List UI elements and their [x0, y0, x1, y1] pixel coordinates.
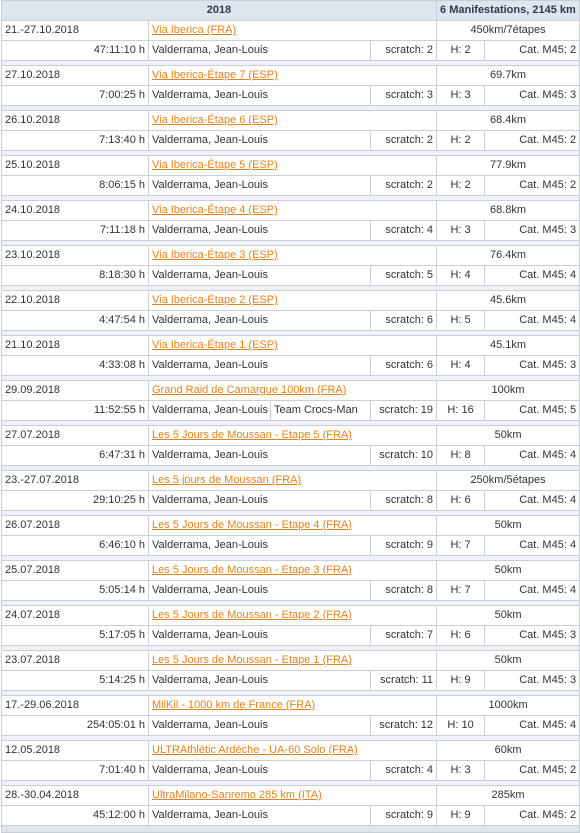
race-link-cell[interactable]	[149, 651, 437, 671]
event-date: 26.07.2018	[2, 516, 149, 536]
result-row-performance	[2, 401, 580, 421]
event-date: 27.07.2018	[2, 426, 149, 446]
scratch-rank: scratch: 2	[371, 131, 437, 151]
event-date: 25.10.2018	[2, 156, 149, 176]
finish-time: 4:33:08 h	[2, 356, 149, 376]
gender-rank: H: 10	[437, 716, 485, 736]
gender-rank: H: 4	[437, 356, 485, 376]
category-rank: Cat. M45: 4	[485, 491, 580, 511]
event-date: 29.09.2018	[2, 381, 149, 401]
athlete-name: Valderrama, Jean-Louis	[149, 536, 371, 556]
result-row-event	[2, 516, 580, 536]
race-link[interactable]: Les 5 Jours de Moussan - Etape 1 (FRA)	[152, 654, 352, 666]
finish-time: 7:11:18 h	[2, 221, 149, 241]
category-rank: Cat. M45: 3	[485, 221, 580, 241]
scratch-rank: scratch: 4	[371, 761, 437, 781]
race-link[interactable]: Via Iberica-Étape 2 (ESP)	[152, 294, 278, 306]
race-distance: 69.7km	[437, 66, 580, 86]
race-link-cell[interactable]	[149, 21, 437, 41]
finish-time: 29:10:25 h	[2, 491, 149, 511]
finish-time: 6:46:10 h	[2, 536, 149, 556]
event-date: 27.10.2018	[2, 66, 149, 86]
event-date: 24.10.2018	[2, 201, 149, 221]
scratch-rank: scratch: 8	[371, 581, 437, 601]
category-rank: Cat. M45: 4	[485, 536, 580, 556]
athlete-name: Valderrama, Jean-Louis	[149, 176, 371, 196]
result-row-performance	[2, 86, 580, 106]
result-row-performance	[2, 131, 580, 151]
category-rank: Cat. M45: 2	[485, 131, 580, 151]
finish-time: 45:12:00 h	[2, 806, 149, 826]
category-rank: Cat. M45: 2	[485, 806, 580, 826]
athlete-name: Valderrama, Jean-Louis	[149, 86, 371, 106]
finish-time: 5:05:14 h	[2, 581, 149, 601]
scratch-rank: scratch: 10	[371, 446, 437, 466]
athlete-name: Valderrama, Jean-Louis	[149, 311, 371, 331]
result-row-performance	[2, 671, 580, 691]
event-date: 23.07.2018	[2, 651, 149, 671]
result-row-performance	[2, 356, 580, 376]
athlete-name: Valderrama, Jean-Louis	[149, 401, 271, 421]
scratch-rank: scratch: 19	[371, 401, 437, 421]
race-link-cell[interactable]	[149, 471, 437, 491]
event-date: 12.05.2018	[2, 741, 149, 761]
gender-rank: H: 7	[437, 581, 485, 601]
table-header-row	[2, 1, 580, 21]
result-row-event	[2, 606, 580, 626]
result-row-event	[2, 561, 580, 581]
scratch-rank: scratch: 3	[371, 86, 437, 106]
race-link[interactable]: Les 5 jours de Moussan (FRA)	[152, 474, 302, 486]
race-link[interactable]: Les 5 Jours de Moussan - Etape 5 (FRA)	[152, 429, 352, 441]
gender-rank: H: 6	[437, 491, 485, 511]
finish-time: 5:14:25 h	[2, 671, 149, 691]
scratch-rank: scratch: 7	[371, 626, 437, 646]
athlete-name: Valderrama, Jean-Louis	[149, 581, 371, 601]
race-link-cell[interactable]	[149, 741, 437, 761]
gender-rank: H: 2	[437, 41, 485, 61]
result-row-performance	[2, 491, 580, 511]
category-rank: Cat. M45: 3	[485, 356, 580, 376]
race-link-cell[interactable]	[149, 561, 437, 581]
event-date: 21.-27.10.2018	[2, 21, 149, 41]
result-row-performance	[2, 536, 580, 556]
category-rank: Cat. M45: 2	[485, 176, 580, 196]
event-date: 23.-27.07.2018	[2, 471, 149, 491]
athlete-name: Valderrama, Jean-Louis	[149, 716, 371, 736]
race-link-cell[interactable]	[149, 336, 437, 356]
athlete-name: Valderrama, Jean-Louis	[149, 41, 371, 61]
category-rank: Cat. M45: 4	[485, 446, 580, 466]
result-row-event	[2, 696, 580, 716]
athlete-name: Valderrama, Jean-Louis	[149, 806, 371, 826]
finish-time: 7:01:40 h	[2, 761, 149, 781]
race-link-cell[interactable]	[149, 291, 437, 311]
scratch-rank: scratch: 4	[371, 221, 437, 241]
race-distance: 250km/5étapes	[437, 471, 580, 491]
result-row-performance	[2, 266, 580, 286]
gender-rank: H: 2	[437, 131, 485, 151]
scratch-rank: scratch: 2	[371, 41, 437, 61]
result-row-event	[2, 786, 580, 806]
finish-time: 7:00:25 h	[2, 86, 149, 106]
gender-rank: H: 3	[437, 761, 485, 781]
scratch-rank: scratch: 8	[371, 491, 437, 511]
scratch-rank: scratch: 9	[371, 806, 437, 826]
gender-rank: H: 4	[437, 266, 485, 286]
scratch-rank: scratch: 11	[371, 671, 437, 691]
athlete-name: Valderrama, Jean-Louis	[149, 671, 371, 691]
table-footer	[2, 826, 580, 833]
scratch-rank: scratch: 2	[371, 176, 437, 196]
results-table	[1, 0, 580, 833]
athlete-name: Valderrama, Jean-Louis	[149, 356, 371, 376]
race-distance: 100km	[437, 381, 580, 401]
race-link-cell[interactable]	[149, 201, 437, 221]
result-row-performance	[2, 626, 580, 646]
race-distance: 45.1km	[437, 336, 580, 356]
scratch-rank: scratch: 6	[371, 356, 437, 376]
race-link-cell[interactable]	[149, 156, 437, 176]
race-link-cell[interactable]	[149, 66, 437, 86]
result-row-performance	[2, 311, 580, 331]
year-header: 2018	[2, 1, 437, 21]
result-row-event	[2, 471, 580, 491]
race-link-cell[interactable]	[149, 696, 437, 716]
category-rank: Cat. M45: 3	[485, 671, 580, 691]
gender-rank: H: 5	[437, 311, 485, 331]
race-link[interactable]: Les 5 Jours de Moussan - Etape 3 (FRA)	[152, 564, 352, 576]
gender-rank: H: 3	[437, 86, 485, 106]
race-link[interactable]: Les 5 Jours de Moussan - Etape 2 (FRA)	[152, 609, 352, 621]
athlete-name: Valderrama, Jean-Louis	[149, 761, 371, 781]
race-distance: 77.9km	[437, 156, 580, 176]
race-link[interactable]: Via Iberica-Étape 6 (ESP)	[152, 114, 278, 126]
finish-time: 4:47:54 h	[2, 311, 149, 331]
race-link[interactable]: Via Iberica (FRA)	[152, 24, 237, 36]
result-row-event	[2, 66, 580, 86]
race-distance: 50km	[437, 426, 580, 446]
gender-rank: H: 6	[437, 626, 485, 646]
scratch-rank: scratch: 5	[371, 266, 437, 286]
scratch-rank: scratch: 12	[371, 716, 437, 736]
race-distance: 450km/7étapes	[437, 21, 580, 41]
race-distance: 1000km	[437, 696, 580, 716]
scratch-rank: scratch: 9	[371, 536, 437, 556]
result-row-event	[2, 741, 580, 761]
finish-time: 8:18:30 h	[2, 266, 149, 286]
race-link-cell[interactable]	[149, 111, 437, 131]
race-distance: 76.4km	[437, 246, 580, 266]
athlete-name: Valderrama, Jean-Louis	[149, 221, 371, 241]
gender-rank: H: 2	[437, 176, 485, 196]
finish-time: 11:52:55 h	[2, 401, 149, 421]
race-link-cell[interactable]	[149, 246, 437, 266]
result-row-event	[2, 156, 580, 176]
result-row-event	[2, 201, 580, 221]
result-row-event	[2, 336, 580, 356]
gender-rank: H: 3	[437, 221, 485, 241]
category-rank: Cat. M45: 5	[485, 401, 580, 421]
category-rank: Cat. M45: 4	[485, 581, 580, 601]
gender-rank: H: 9	[437, 671, 485, 691]
race-distance: 45.6km	[437, 291, 580, 311]
result-row-performance	[2, 581, 580, 601]
result-row-event	[2, 651, 580, 671]
race-distance: 50km	[437, 561, 580, 581]
race-distance: 50km	[437, 651, 580, 671]
race-link[interactable]: Via Iberica-Étape 4 (ESP)	[152, 204, 278, 216]
result-row-event	[2, 111, 580, 131]
result-row-event	[2, 21, 580, 41]
result-row-event	[2, 291, 580, 311]
result-row-performance	[2, 806, 580, 826]
race-link[interactable]: Via Iberica-Étape 5 (ESP)	[152, 159, 278, 171]
race-distance: 60km	[437, 741, 580, 761]
result-row-event	[2, 426, 580, 446]
category-rank: Cat. M45: 4	[485, 716, 580, 736]
category-rank: Cat. M45: 2	[485, 41, 580, 61]
race-distance: 50km	[437, 516, 580, 536]
event-date: 22.10.2018	[2, 291, 149, 311]
result-row-event	[2, 381, 580, 401]
event-date: 17.-29.06.2018	[2, 696, 149, 716]
category-rank: Cat. M45: 4	[485, 266, 580, 286]
race-link[interactable]: ULTRAthlétic Ardèche - UA-60 Solo (FRA)	[152, 744, 358, 756]
gender-rank: H: 7	[437, 536, 485, 556]
category-rank: Cat. M45: 3	[485, 626, 580, 646]
finish-time: 6:47:31 h	[2, 446, 149, 466]
finish-time: 8:06:15 h	[2, 176, 149, 196]
category-rank: Cat. M45: 3	[485, 86, 580, 106]
athlete-name: Valderrama, Jean-Louis	[149, 626, 371, 646]
race-link[interactable]: Via Iberica-Étape 1 (ESP)	[152, 339, 278, 351]
result-row-performance	[2, 221, 580, 241]
gender-rank: H: 16	[437, 401, 485, 421]
result-row-performance	[2, 716, 580, 736]
race-link-cell[interactable]	[149, 381, 437, 401]
race-link-cell[interactable]	[149, 786, 437, 806]
race-distance: 285km	[437, 786, 580, 806]
event-date: 25.07.2018	[2, 561, 149, 581]
category-rank: Cat. M45: 2	[485, 761, 580, 781]
event-date: 24.07.2018	[2, 606, 149, 626]
result-row-performance	[2, 761, 580, 781]
event-date: 26.10.2018	[2, 111, 149, 131]
result-row-performance	[2, 446, 580, 466]
results-body	[2, 21, 580, 833]
athlete-name: Valderrama, Jean-Louis	[149, 446, 371, 466]
finish-time: 7:13:40 h	[2, 131, 149, 151]
race-link-cell[interactable]	[149, 426, 437, 446]
athlete-name: Valderrama, Jean-Louis	[149, 491, 371, 511]
scratch-rank: scratch: 6	[371, 311, 437, 331]
finish-time: 5:17:05 h	[2, 626, 149, 646]
event-date: 28.-30.04.2018	[2, 786, 149, 806]
athlete-name: Valderrama, Jean-Louis	[149, 266, 371, 286]
race-link[interactable]: UltraMilano-Sanremo 285 km (ITA)	[152, 789, 322, 801]
summary-header: 6 Manifestations, 2145 km	[437, 1, 580, 21]
race-link[interactable]: Via Iberica-Étape 7 (ESP)	[152, 69, 278, 81]
finish-time: 47:11:10 h	[2, 41, 149, 61]
race-link[interactable]: Via Iberica-Étape 3 (ESP)	[152, 249, 278, 261]
result-row-event	[2, 246, 580, 266]
race-distance: 68.4km	[437, 111, 580, 131]
gender-rank: H: 8	[437, 446, 485, 466]
race-distance: 68.8km	[437, 201, 580, 221]
athlete-name: Valderrama, Jean-Louis	[149, 131, 371, 151]
team-name: Team Crocs-Man	[271, 401, 371, 421]
race-link-cell[interactable]	[149, 606, 437, 626]
category-rank: Cat. M45: 4	[485, 311, 580, 331]
race-link[interactable]: Grand Raid de Camargue 100km (FRA)	[152, 384, 347, 396]
event-date: 23.10.2018	[2, 246, 149, 266]
race-link[interactable]: MilKil - 1000 km de France (FRA)	[152, 699, 316, 711]
event-date: 21.10.2018	[2, 336, 149, 356]
results-panel	[1, 0, 579, 833]
race-link[interactable]: Les 5 Jours de Moussan - Etape 4 (FRA)	[152, 519, 352, 531]
result-row-performance	[2, 41, 580, 61]
result-row-performance	[2, 176, 580, 196]
race-link-cell[interactable]	[149, 516, 437, 536]
finish-time: 254:05:01 h	[2, 716, 149, 736]
race-distance: 50km	[437, 606, 580, 626]
gender-rank: H: 9	[437, 806, 485, 826]
